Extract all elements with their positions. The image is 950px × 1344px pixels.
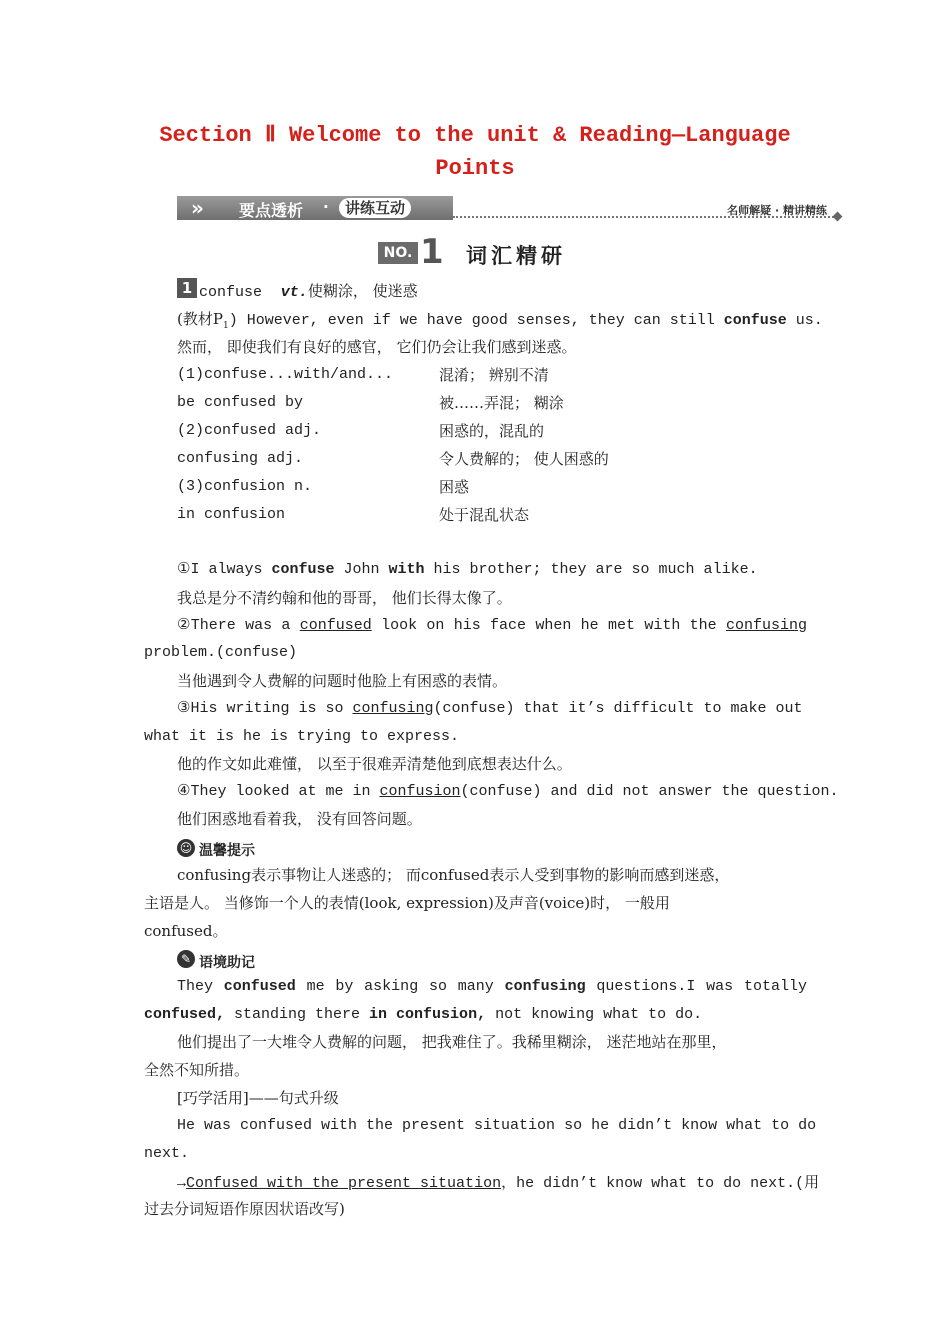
example-text: (confuse) that it’s difficult to make out (433, 700, 803, 717)
example-keyword: confuse (271, 561, 335, 578)
entry-meaning: 使糊涂， 使迷惑 (307, 282, 418, 300)
example-text: ①I always (177, 561, 272, 578)
example-4-translation: 他们困惑地看着我， 没有回答问题。 (177, 810, 422, 828)
source-subscript: 1 (222, 321, 229, 331)
phrase-cn: 困惑 (439, 478, 470, 496)
context-text: standing there (225, 1006, 370, 1023)
phrase-cn: 令人费解的； 使人困惑的 (439, 450, 609, 468)
practice-answer-line (177, 1172, 819, 1194)
practice-sentence-cont: next. (144, 1145, 190, 1162)
entry-word: confuse (199, 284, 263, 301)
example-text: look on his face when he met with the (371, 617, 726, 634)
context-line-1 (177, 977, 807, 997)
tip-text: confusing表示事物让人迷惑的； 而confused表示人受到事物的影响而感到迷惑， (177, 866, 730, 884)
context-text: questions.I was totally (585, 978, 807, 995)
entry-pos: vt. (280, 284, 308, 301)
context-text: They (177, 978, 224, 995)
phrase-cn: 被……弄混； 糊涂 (439, 394, 564, 412)
practice-label: [巧学活用]——句式升级 (177, 1089, 339, 1107)
example-answer: confusing (725, 617, 807, 634)
section-banner (177, 196, 841, 222)
entry-source (177, 309, 823, 336)
source-keyword: confuse (723, 312, 787, 329)
section-number (378, 232, 444, 272)
banner-right-text: 名师解疑 · 精讲精练 (727, 204, 827, 217)
example-text: ③His writing is so (177, 700, 353, 717)
context-keyword: in confusion, (369, 1006, 487, 1023)
page-title: Section Ⅱ Welcome to the unit & Reading—Language (159, 123, 791, 148)
context-line-2 (144, 1005, 702, 1025)
phrase-en: confusing adj. (177, 450, 304, 467)
double-chevron-icon: » (191, 196, 204, 220)
context-keyword: confused (223, 978, 296, 995)
example-2-cont: problem.(confuse) (144, 644, 298, 661)
context-translation: 他们提出了一大堆令人费解的问题， 把我难住了。我稀里糊涂， 迷茫地站在那里， (177, 1033, 727, 1051)
example-2 (177, 616, 807, 636)
head-icon: ✎ (177, 950, 195, 968)
phrase-en: (3)confusion n. (177, 478, 313, 495)
example-2-translation: 当他遇到令人费解的问题时他脸上有困惑的表情。 (177, 672, 508, 690)
context-label: 语境助记 (199, 955, 255, 971)
example-answer: confused (299, 617, 372, 634)
entry-number-badge: 1 (177, 278, 197, 298)
example-3 (177, 699, 803, 719)
example-text: ④They looked at me in (177, 783, 380, 800)
entry-headword-line (199, 281, 418, 303)
phrase-en: be confused by (177, 394, 304, 411)
practice-answer: Confused with the present situation (186, 1175, 502, 1192)
section-no-number: 1 (420, 232, 444, 272)
phrase-en: (2)confused adj. (177, 422, 322, 439)
example-4 (177, 782, 839, 802)
arrow-icon: → (177, 1175, 187, 1192)
source-text: ) However, even if we have good senses, they can still (228, 312, 724, 329)
example-text: John (334, 561, 389, 578)
banner-title: 要点透析 (239, 201, 304, 220)
tip-text: 主语是人。 当修饰一个人的表情(look, expression)及声音(voice)时， 一般用 (144, 894, 670, 912)
context-keyword: confused, (144, 1006, 226, 1023)
smiley-icon: ☺ (177, 839, 195, 857)
source-translation: 然而， 即使我们有良好的感官， 它们仍会让我们感到迷惑。 (177, 338, 577, 356)
tip-text: confused。 (144, 922, 228, 940)
phrase-cn: 处于混乱状态 (439, 506, 530, 524)
phrase-cn: 混淆； 辨别不清 (439, 366, 549, 384)
example-text: his brother; they are so much alike. (424, 561, 758, 578)
diamond-icon (833, 212, 843, 222)
phrase-cn: 困惑的，混乱的 (439, 422, 545, 440)
tip-label: 温馨提示 (199, 843, 255, 859)
example-keyword: with (388, 561, 425, 578)
example-1 (177, 560, 758, 580)
example-3-translation: 他的作文如此难懂， 以至于很难弄清楚他到底想表达什么。 (177, 755, 572, 773)
context-text: not knowing what to do. (486, 1006, 703, 1023)
context-text: me by asking so many (295, 978, 505, 995)
context-translation: 全然不知所措。 (144, 1061, 250, 1079)
banner-dot: · (323, 198, 329, 216)
example-text: (confuse) and did not answer the question. (460, 783, 839, 800)
example-answer: confusion (379, 783, 461, 800)
example-answer: confusing (352, 700, 434, 717)
example-text: ②There was a (177, 617, 300, 634)
page-title-line2: Points (435, 156, 515, 181)
source-prefix: (教材P (177, 310, 223, 328)
practice-note: 过去分词短语作原因状语改写) (144, 1200, 345, 1218)
section-heading: 词汇精研 (466, 244, 566, 268)
example-3-cont: what it is he is trying to express. (144, 728, 460, 745)
practice-sentence: He was confused with the present situation so he didn’t know what to do (177, 1117, 817, 1134)
phrase-en: in confusion (177, 506, 286, 523)
context-keyword: confusing (504, 978, 586, 995)
banner-bar (177, 196, 453, 220)
phrase-en: (1)confuse...with/and... (177, 366, 394, 383)
source-end: us. (786, 312, 823, 329)
section-no-label: NO. (378, 242, 418, 264)
practice-rest: ，he didn’t know what to do next.(用 (501, 1175, 820, 1192)
banner-pill: 讲练互动 (339, 198, 411, 218)
example-1-translation: 我总是分不清约翰和他的哥哥， 他们长得太像了。 (177, 589, 512, 607)
